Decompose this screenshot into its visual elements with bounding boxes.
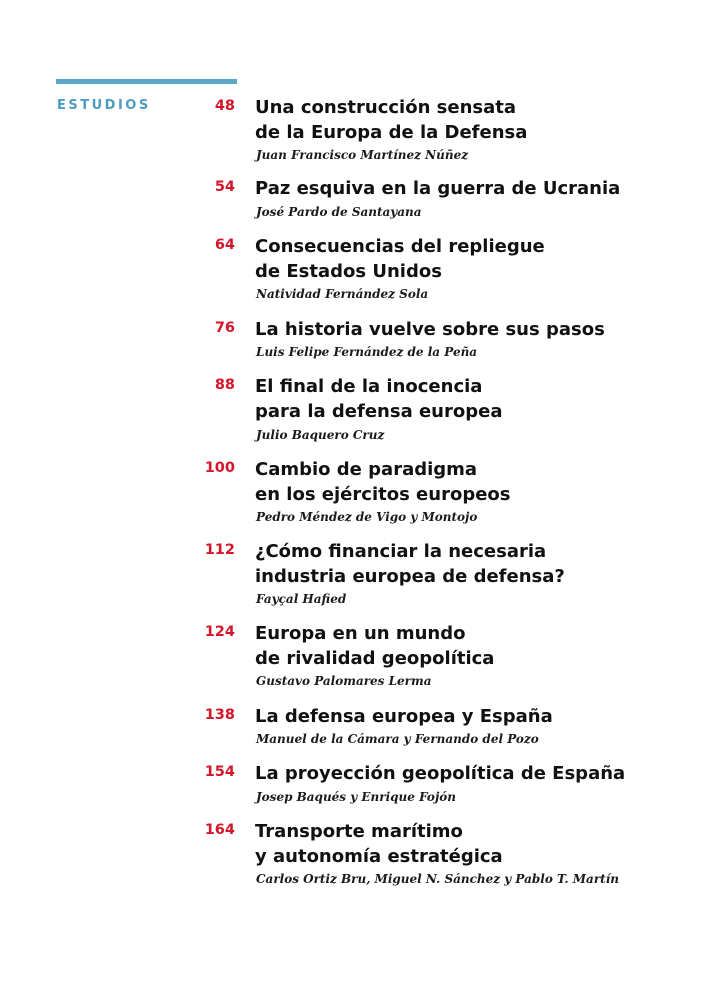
title-line: para la defensa europea [255, 401, 503, 422]
title-line: La historia vuelve sobre sus pasos [255, 319, 605, 340]
title-line: industria europea de defensa? [255, 566, 565, 587]
section-rule [56, 79, 237, 84]
article-title [255, 374, 675, 424]
page-number: 54 [214, 179, 235, 195]
article-title [255, 621, 675, 671]
article-author: Julio Baquero Cruz [256, 428, 385, 442]
article-title [255, 539, 675, 589]
title-line: Paz esquiva en la guerra de Ucrania [255, 178, 621, 199]
title-line: Una construcción sensata [255, 97, 517, 118]
section-label: ESTUDIOS [57, 98, 151, 113]
title-line: La defensa europea y España [255, 706, 553, 727]
page-number: 138 [204, 707, 235, 723]
page-number: 154 [204, 764, 235, 780]
article-author: Juan Francisco Martínez Núñez [256, 148, 469, 162]
article-author: Pedro Méndez de Vigo y Montojo [256, 510, 478, 524]
title-line: ¿Cómo financiar la necesaria [255, 541, 547, 562]
article-title [255, 704, 675, 729]
page-number: 100 [204, 460, 235, 476]
article-title [255, 176, 675, 201]
page-number: 48 [214, 98, 235, 114]
article-title [255, 819, 675, 869]
article-title [255, 234, 675, 284]
page-number: 124 [204, 624, 235, 640]
article-title [255, 95, 675, 145]
page-number: 64 [214, 237, 235, 253]
article-title [255, 761, 675, 786]
article-author: Gustavo Palomares Lerma [256, 674, 432, 688]
title-line: Consecuencias del repliegue [255, 236, 545, 257]
title-line: Cambio de paradigma [255, 459, 478, 480]
title-line: en los ejércitos europeos [255, 484, 511, 505]
article-title [255, 317, 675, 342]
title-line: Europa en un mundo [255, 623, 466, 644]
page-number: 112 [204, 542, 235, 558]
title-line: Transporte marítimo [255, 821, 463, 842]
title-line: La proyección geopolítica de España [255, 763, 626, 784]
page-number: 76 [214, 320, 235, 336]
article-author: Carlos Ortiz Bru, Miguel N. Sánchez y Pablo T. Martín [256, 872, 619, 886]
title-line: de la Europa de la Defensa [255, 122, 528, 143]
article-author: Natividad Fernández Sola [256, 287, 429, 301]
article-author: Fayçal Hafied [256, 592, 347, 606]
page-number: 88 [214, 377, 235, 393]
article-author: Manuel de la Cámara y Fernando del Pozo [256, 732, 539, 746]
title-line: de rivalidad geopolítica [255, 648, 495, 669]
article-author: José Pardo de Santayana [256, 205, 422, 219]
page-number: 164 [204, 822, 235, 838]
title-line: de Estados Unidos [255, 261, 442, 282]
article-author: Luis Felipe Fernández de la Peña [256, 345, 478, 359]
article-author: Josep Baqués y Enrique Fojón [256, 790, 457, 804]
title-line: y autonomía estratégica [255, 846, 503, 867]
title-line: El final de la inocencia [255, 376, 483, 397]
article-title [255, 457, 675, 507]
